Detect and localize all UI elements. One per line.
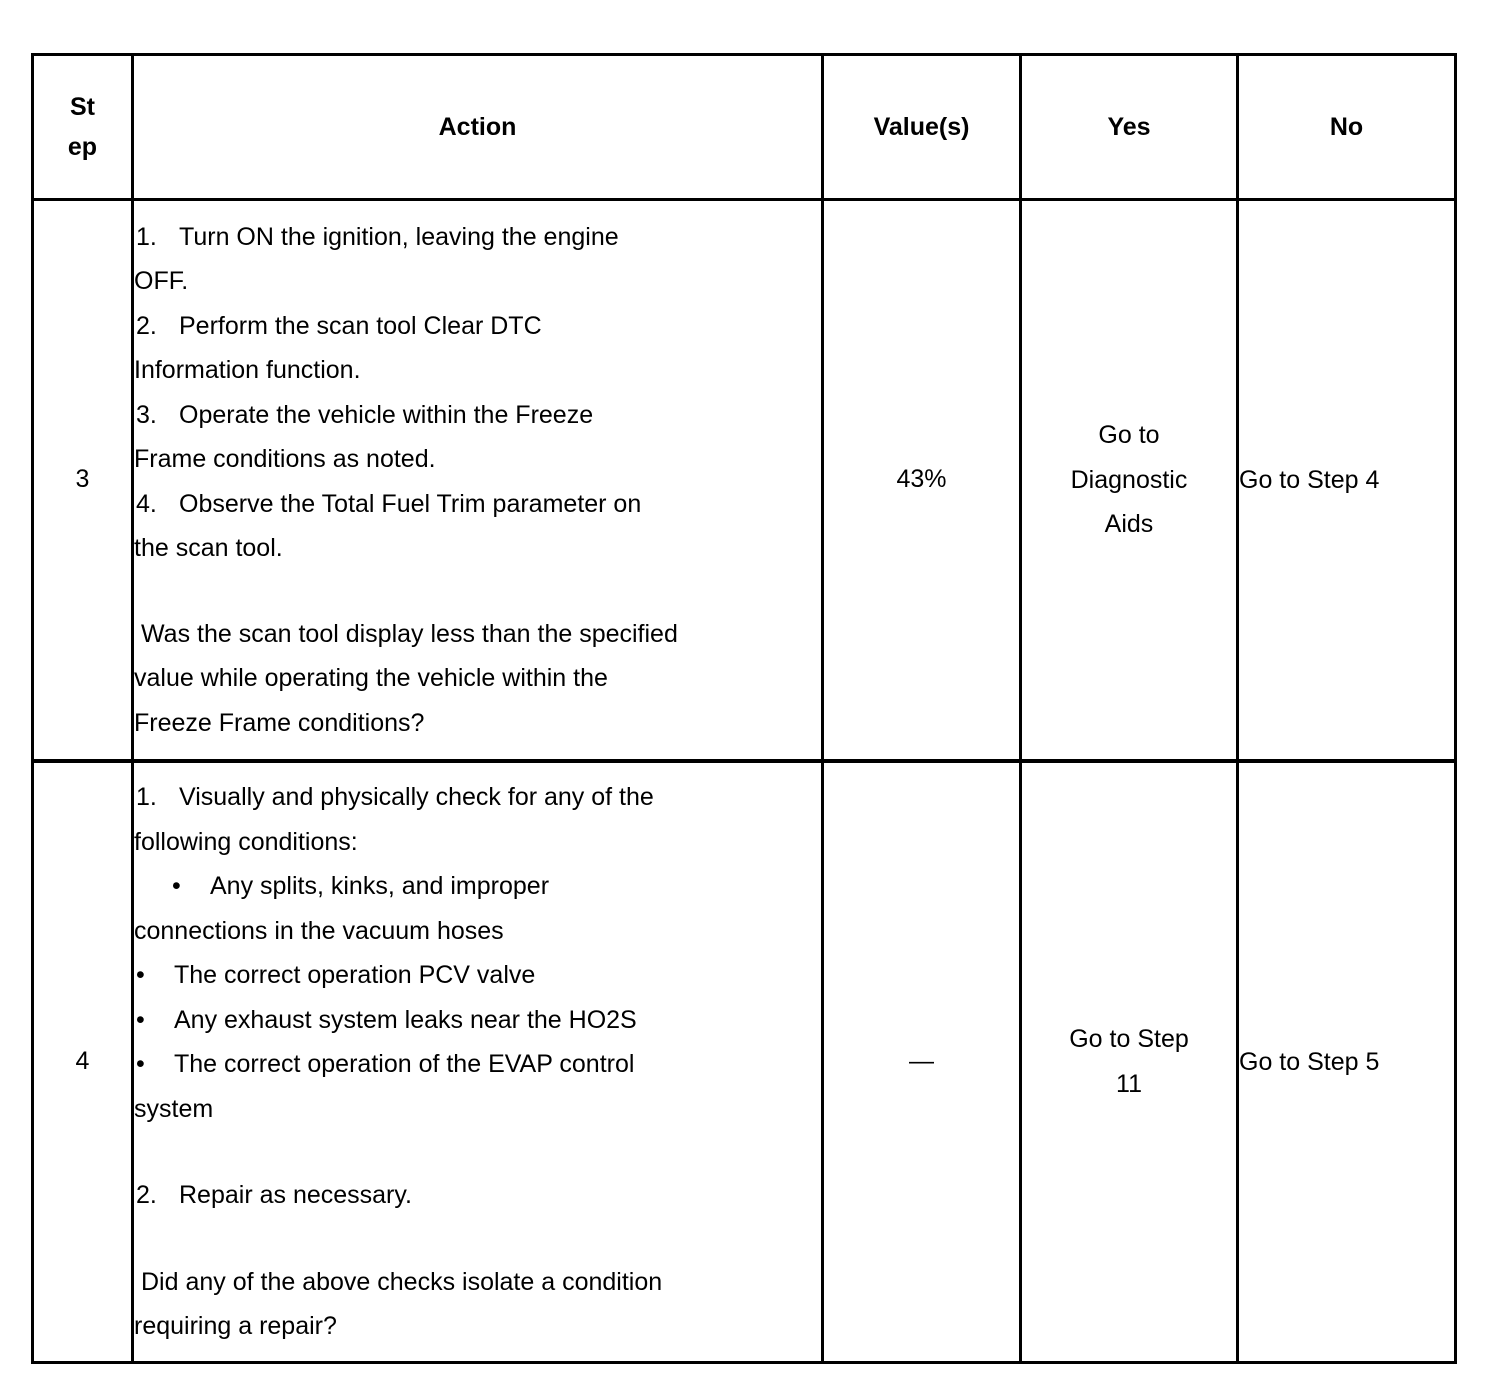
header-step <box>33 55 133 200</box>
question-line: Did any of the above checks isolate a condition <box>141 1267 663 1296</box>
action-line: OFF. <box>134 267 189 295</box>
action-line: 1. Visually and physically check for any of the <box>136 783 654 811</box>
question-line: value while operating the vehicle within the <box>134 664 608 692</box>
action-line: 2. Perform the scan tool Clear DTC <box>136 311 542 340</box>
question-line: Was the scan tool display less than the specified <box>141 619 678 648</box>
yes-line: Go to Step <box>1069 1025 1189 1054</box>
action-line: 2. Repair as necessary. <box>136 1181 412 1209</box>
action-line: • Any exhaust system leaks near the HO2S <box>136 1005 637 1034</box>
table-row-step-4 <box>33 761 1456 1363</box>
question-line: Freeze Frame conditions? <box>134 708 425 737</box>
yes-line: 11 <box>1116 1069 1142 1098</box>
value-cell: 43% <box>823 200 1021 761</box>
diagnostic-table <box>31 53 1457 1364</box>
yes-line: Diagnostic <box>1070 465 1188 494</box>
question-line: requiring a repair? <box>134 1312 337 1340</box>
action-line: • Any splits, kinks, and improper <box>172 872 550 900</box>
step-number: 4 <box>33 761 133 1363</box>
action-line: • The correct operation of the EVAP control <box>136 1050 635 1078</box>
header-values: Value(s) <box>823 55 1021 200</box>
action-cell <box>133 761 823 1363</box>
step-number: 3 <box>33 200 133 761</box>
header-row <box>33 55 1456 200</box>
header-no: No <box>1238 55 1456 200</box>
action-line: 3. Operate the vehicle within the Freeze <box>136 400 594 429</box>
action-line: system <box>134 1094 214 1123</box>
header-step-line2: ep <box>67 133 98 161</box>
action-line: 1. Turn ON the ignition, leaving the engine <box>136 222 619 251</box>
action-cell <box>133 200 823 761</box>
yes-cell <box>1021 761 1238 1363</box>
action-line: Frame conditions as noted. <box>134 445 436 473</box>
no-cell <box>1238 200 1456 761</box>
action-line: Information function. <box>134 356 361 384</box>
header-action: Action <box>133 55 823 200</box>
no-cell <box>1238 761 1456 1363</box>
header-step-line1: St <box>70 93 95 121</box>
action-line: 4. Observe the Total Fuel Trim parameter on <box>136 489 642 518</box>
value-cell: — <box>823 761 1021 1363</box>
yes-line: Go to <box>1098 421 1160 449</box>
action-line: the scan tool. <box>134 534 283 562</box>
action-line: connections in the vacuum hoses <box>134 916 504 945</box>
yes-line: Aids <box>1104 510 1154 538</box>
header-yes: Yes <box>1021 55 1238 200</box>
action-line: • The correct operation PCV valve <box>136 961 536 989</box>
no-line: Go to Step 5 <box>1239 1047 1380 1076</box>
no-line: Go to Step 4 <box>1239 465 1380 494</box>
table-row-step-3 <box>33 200 1456 761</box>
action-line: following conditions: <box>134 827 358 856</box>
yes-cell <box>1021 200 1238 761</box>
